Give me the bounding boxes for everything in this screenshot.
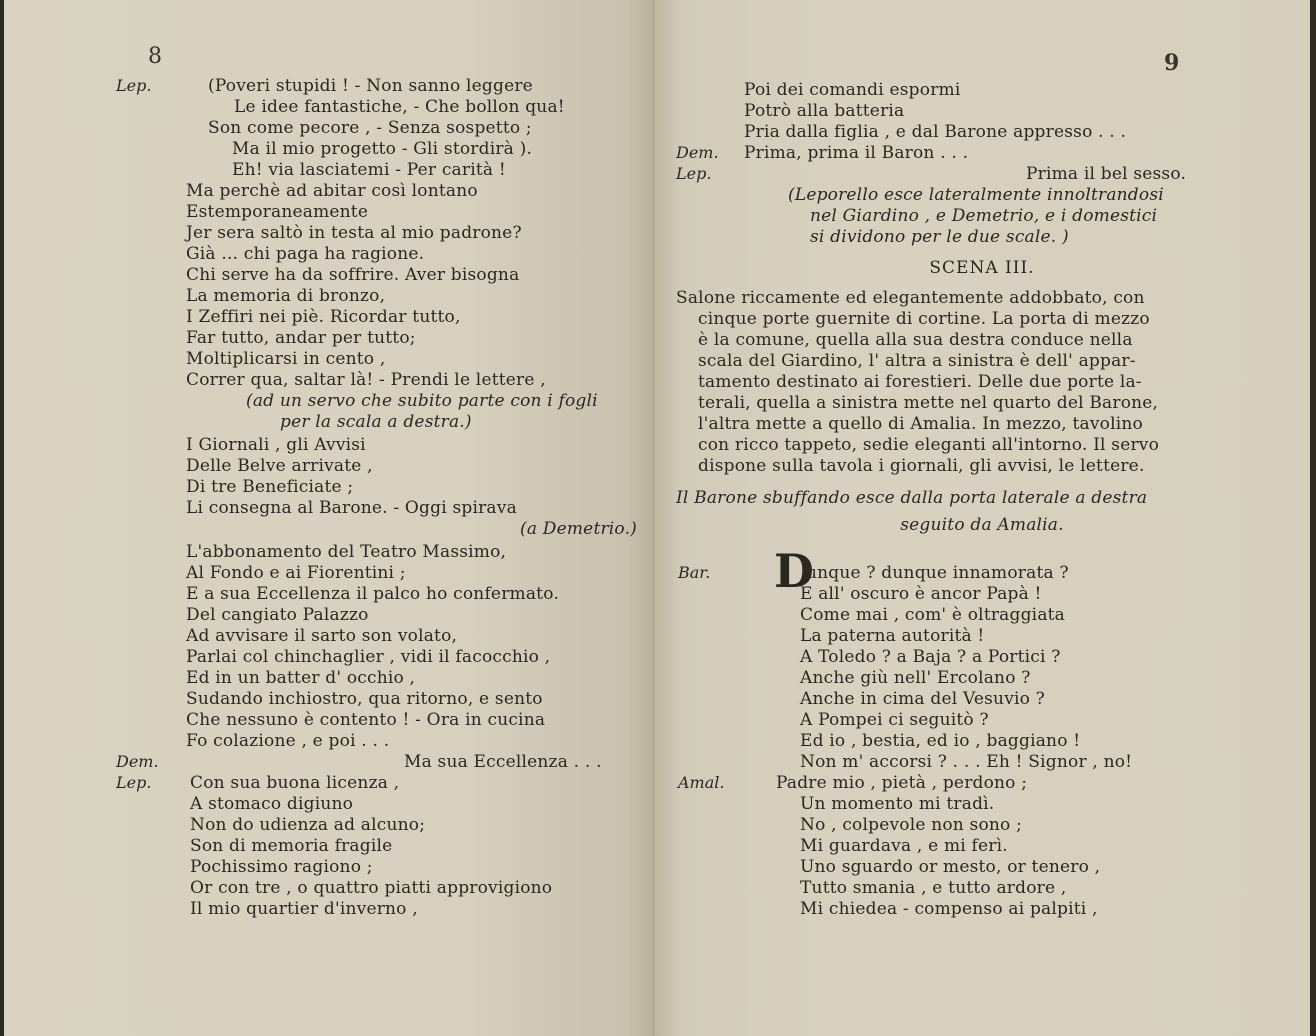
stage-direction-line: si dividono per le due scale. ) (810, 227, 1069, 247)
verse-line: Come mai , com' è oltraggiata (800, 605, 1066, 625)
verse-line: I Zeffiri nei piè. Ricordar tutto, (186, 307, 461, 327)
stage-direction-line: (ad un servo che subito parte con i fogli (246, 391, 598, 411)
verse-line: Ma sua Eccellenza . . . (404, 752, 602, 772)
verse-line: Ed in un batter d' occhio , (186, 668, 416, 688)
verse-line: Correr qua, saltar là! - Prendi le lettere , (186, 370, 546, 390)
verse-line: Con sua buona licenza , (190, 773, 400, 793)
verse-line: Prima il bel sesso. (1026, 164, 1187, 184)
left-page (4, 0, 654, 1036)
scene-heading: SCENA III. (929, 258, 1035, 278)
speaker-label: Dem. (116, 752, 159, 771)
stage-direction-line: scala del Giardino, l' altra a sinistra è dell' appar- (698, 351, 1136, 371)
verse-line: Li consegna al Barone. - Oggi spirava (186, 498, 517, 518)
verse-line: Ma il mio progetto - Gli stordirà ). (232, 139, 533, 159)
stage-direction-line: (Leporello esce lateralmente innoltrandosi (788, 185, 1164, 205)
stage-direction-line: con ricco tappeto, sedie eleganti all'intorno. Il servo (698, 435, 1160, 455)
stage-direction-line: terali, quella a sinistra mette nel quarto del Barone, (698, 393, 1159, 413)
stage-direction-line: (a Demetrio.) (520, 519, 638, 539)
verse-line: Prima, prima il Baron . . . (744, 143, 969, 163)
verse-line: Tutto smania , e tutto ardore , (800, 878, 1067, 898)
verse-line: Non do udienza ad alcuno; (190, 815, 426, 835)
speaker-label: Amal. (678, 773, 725, 792)
verse-line: Anche giù nell' Ercolano ? (800, 668, 1031, 688)
verse-line: Or con tre , o quattro piatti approvigiono (190, 878, 553, 898)
verse-line: L'abbonamento del Teatro Massimo, (186, 542, 507, 562)
stage-direction-line: cinque porte guernite di cortine. La porta di mezzo (698, 309, 1150, 329)
verse-line: Uno sguardo or mesto, or tenero , (800, 857, 1101, 877)
page-number: 8 (148, 44, 162, 69)
verse-line: No , colpevole non sono ; (800, 815, 1023, 835)
page-number: 9 (1164, 50, 1180, 76)
stage-direction-line: l'altra mette a quello di Amalia. In mezzo, tavolino (698, 414, 1143, 434)
drop-cap: D (774, 544, 814, 598)
verse-line: Mi guardava , e mi ferì. (800, 836, 1008, 856)
verse-line: Già ... chi paga ha ragione. (186, 244, 425, 264)
verse-line: Son come pecore , - Senza sospetto ; (208, 118, 532, 138)
verse-line: Son di memoria fragile (190, 836, 393, 856)
verse-line: Potrò alla batteria (744, 101, 905, 121)
verse-line: La memoria di bronzo, (186, 286, 386, 306)
verse-line: Mi chiedea - compenso ai palpiti , (800, 899, 1098, 919)
speaker-label: Lep. (676, 164, 712, 183)
verse-line: Ad avvisare il sarto son volato, (186, 626, 458, 646)
verse-line: Delle Belve arrivate , (186, 456, 373, 476)
verse-line: Pochissimo ragiono ; (190, 857, 373, 877)
verse-line: Del cangiato Palazzo (186, 605, 369, 625)
entrance-line: Il Barone sbuffando esce dalla porta laterale a destra (676, 488, 1148, 508)
verse-line: Le idee fantastiche, - Che bollon qua! (234, 97, 565, 117)
verse-line: E a sua Eccellenza il palco ho confermato. (186, 584, 559, 604)
stage-direction-line: per la scala a destra.) (280, 412, 472, 432)
verse-line: Fo colazione , e poi . . . (186, 731, 390, 751)
verse-line: Di tre Beneficiate ; (186, 477, 354, 497)
stage-direction-line: dispone sulla tavola i giornali, gli avvisi, le lettere. (698, 456, 1145, 476)
verse-line: A stomaco digiuno (190, 794, 354, 814)
verse-line: Non m' accorsi ? . . . Eh ! Signor , no! (800, 752, 1133, 772)
stage-direction-line: nel Giardino , e Demetrio, e i domestici (810, 206, 1158, 226)
verse-line: Chi serve ha da soffrire. Aver bisogna (186, 265, 520, 285)
verse-line: La paterna autorità ! (800, 626, 985, 646)
verse-line: (Poveri stupidi ! - Non sanno leggere (208, 76, 533, 96)
stage-direction-line: tamento destinato ai forestieri. Delle due porte la- (698, 372, 1142, 392)
book-spread (4, 0, 1310, 1036)
verse-line: Un momento mi tradì. (800, 794, 995, 814)
speaker-label: Dem. (676, 143, 719, 162)
verse-line: Ed io , bestia, ed io , baggiano ! (800, 731, 1081, 751)
verse-line: Parlai col chinchaglier , vidi il facocchio , (186, 647, 551, 667)
entrance-line: seguito da Amalia. (900, 515, 1064, 535)
verse-line: A Pompei ci seguitò ? (800, 710, 989, 730)
verse-line: Poi dei comandi espormi (744, 80, 961, 100)
verse-line: Moltiplicarsi in cento , (186, 349, 386, 369)
stage-direction-line: è la comune, quella alla sua destra conduce nella (698, 330, 1133, 350)
verse-line: Jer sera saltò in testa al mio padrone? (186, 223, 522, 243)
verse-line: Sudando inchiostro, qua ritorno, e sento (186, 689, 543, 709)
verse-line: A Toledo ? a Baja ? a Portici ? (800, 647, 1061, 667)
verse-line: Al Fondo e ai Fiorentini ; (186, 563, 406, 583)
verse-line: Far tutto, andar per tutto; (186, 328, 416, 348)
verse-line: I Giornali , gli Avvisi (186, 435, 366, 455)
verse-line: unque ? dunque innamorata ? (806, 563, 1069, 583)
right-page (654, 0, 1310, 1036)
verse-line: E all' oscuro è ancor Papà ! (800, 584, 1042, 604)
verse-line: Ma perchè ad abitar così lontano (186, 181, 478, 201)
verse-line: Padre mio , pietà , perdono ; (776, 773, 1028, 793)
verse-line: Che nessuno è contento ! - Ora in cucina (186, 710, 546, 730)
speaker-label: Bar. (678, 563, 711, 582)
verse-line: Eh! via lasciatemi - Per carità ! (232, 160, 506, 180)
speaker-label: Lep. (116, 773, 152, 792)
stage-direction-line: Salone riccamente ed elegantemente addobbato, con (676, 288, 1145, 308)
verse-line: Estemporaneamente (186, 202, 369, 222)
verse-line: Pria dalla figlia , e dal Barone appresso . . . (744, 122, 1127, 142)
verse-line: Il mio quartier d'inverno , (190, 899, 418, 919)
verse-line: Anche in cima del Vesuvio ? (800, 689, 1045, 709)
speaker-label: Lep. (116, 76, 152, 95)
